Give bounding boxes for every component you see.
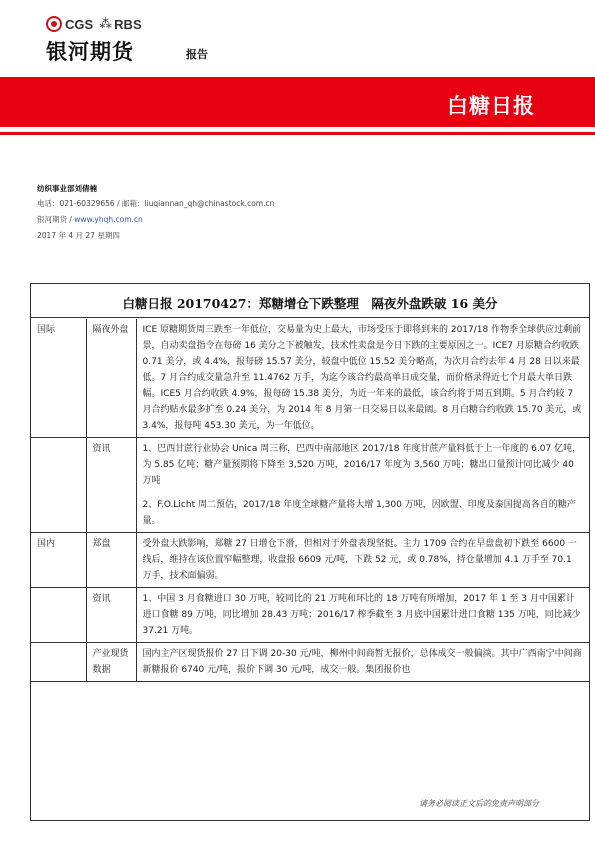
category-cell: 郑盘 xyxy=(86,533,136,588)
table-row xyxy=(31,438,589,533)
paragraph: 国内主产区现货报价 27 日下调 20-30 元/吨，柳州中间商暂无报价，总体成交一般偏淡。其中广西南宁中间商新糖报价 6740 元/吨，报价下调 30 元/吨，成交一般。集团报价也 xyxy=(142,649,582,675)
logo xyxy=(46,14,142,34)
category-cell: 资讯 xyxy=(86,438,136,533)
company-name: 银河期货 xyxy=(46,40,134,64)
paragraph: ICE 原糖期货周三跌至一年低位，交易量为史上最大，市场受压于即将到来的 2017/18 作物季全球供应过剩前景，自动卖盘指令在每磅 16 美分之下被触发，技术性卖盘是今日下跌的主要原因之一。ICE7 月原糖合约收跌 0.71 美分，或 4.4%，报每磅 15.57 美分，较盘中低位 15.52 美分略高，为次月合约去年 4 月 28 日以来最低。7 月合约成交量急升至 11.4762 万手，为迄今该合约最高单日成交量，而价格录得近七个月最大单日跌幅。ICE5 月合约收跌 4.9%，报每磅 15.38 美分，为近一年来的最低，该合约将于周五到期。5 月合约较 7 月合约贴水最多扩至 0.24 美分，为 2014 年 8 月第一日交易日以来最阔。8 月白糖合约收跌 15.70 美元，或 3.4%，报每吨 453.30 美元，为一年低位。 xyxy=(142,325,582,431)
website-line xyxy=(37,214,143,225)
report-suffix: 报告 xyxy=(186,48,208,61)
category-cell: 产业现货数据 xyxy=(86,643,136,682)
region-cell xyxy=(31,588,86,643)
paragraph: 1、中国 3 月食糖进口 30 万吨，较同比的 21 万吨和环比的 18 万吨有所增加，2017 年 1 至 3 月中国累计进口食糖 89 万吨，同比增加 28.43 万吨；2016/17 榨季截至 3 月底中国累计进口食糖 135 万吨，同比减少 37.21 万吨。 xyxy=(142,594,581,636)
report-date: 2017 年 4 月 27 星期四 xyxy=(37,231,120,240)
content-cell xyxy=(136,319,589,438)
content-cell xyxy=(136,533,589,588)
table-row xyxy=(31,643,589,682)
table-row xyxy=(31,319,589,438)
report-heading: 白糖日报 20170427：郑糖增仓下跌整理 隔夜外盘跌破 16 美分 xyxy=(122,296,498,311)
contact-info: 电话：021-60329656 / 邮箱：liuqiannan_qh@chinastock.com.cn xyxy=(37,199,275,208)
banner-rule xyxy=(0,132,595,135)
report-box xyxy=(30,283,590,821)
category-cell: 隔夜外盘 xyxy=(86,319,136,438)
region-cell: 国内 xyxy=(31,533,86,588)
paragraph: 1、巴西甘蔗行业协会 Unica 周三称，巴西中南部地区 2017/18 年度甘蔗产量料低于上一年度的 6.07 亿吨，为 5.85 亿吨；糖产量预期将下降至 3,520 万吨，2016/17 年度为 3,560 万吨；糖出口量预计同比减少 40 万吨 xyxy=(142,444,582,486)
cgs-logo-icon xyxy=(46,16,62,32)
region-cell: 国际 xyxy=(31,319,86,438)
website-label: 银河期货 / xyxy=(37,215,75,224)
rbs-logo-icon: ⁂ xyxy=(99,16,113,32)
content-cell xyxy=(136,643,589,682)
table-row xyxy=(31,588,589,643)
logo-cgs-text: CGS xyxy=(65,16,94,32)
region-cell xyxy=(31,438,86,533)
paragraph: 2、F.O.Licht 周二预估，2017/18 年度全球糖产量将大增 1,300 万吨，因欧盟、印度及泰国提高各自的糖产量。 xyxy=(142,500,576,526)
content-cell xyxy=(136,588,589,643)
region-cell xyxy=(31,643,86,682)
disclaimer-note: 请务必阅读正文后的免责声明部分 xyxy=(419,799,539,808)
paragraph: 受外盘大跌影响，郑糖 27 日增仓下滑，但相对于外盘表现坚挺。主力 1709 合约在早盘盘初下跌至 6600 一线后，维持在该位置窄幅整理，收盘报 6609 元/吨，下跌 52 元，或 0.78%，持仓量增加 4.1 万手至 70.1 万手，技术面偏弱。 xyxy=(142,539,577,581)
website-link[interactable]: www.yhqh.com.cn xyxy=(74,215,143,224)
category-cell: 资讯 xyxy=(86,588,136,643)
report-table xyxy=(31,319,589,682)
heading-divider xyxy=(31,317,589,318)
banner-title: 白糖日报 xyxy=(447,94,535,118)
logo-rbs-text: RBS xyxy=(114,16,142,32)
content-cell xyxy=(136,438,589,533)
table-row xyxy=(31,533,589,588)
department-author: 纺织事业部刘倩楠 xyxy=(37,184,97,193)
